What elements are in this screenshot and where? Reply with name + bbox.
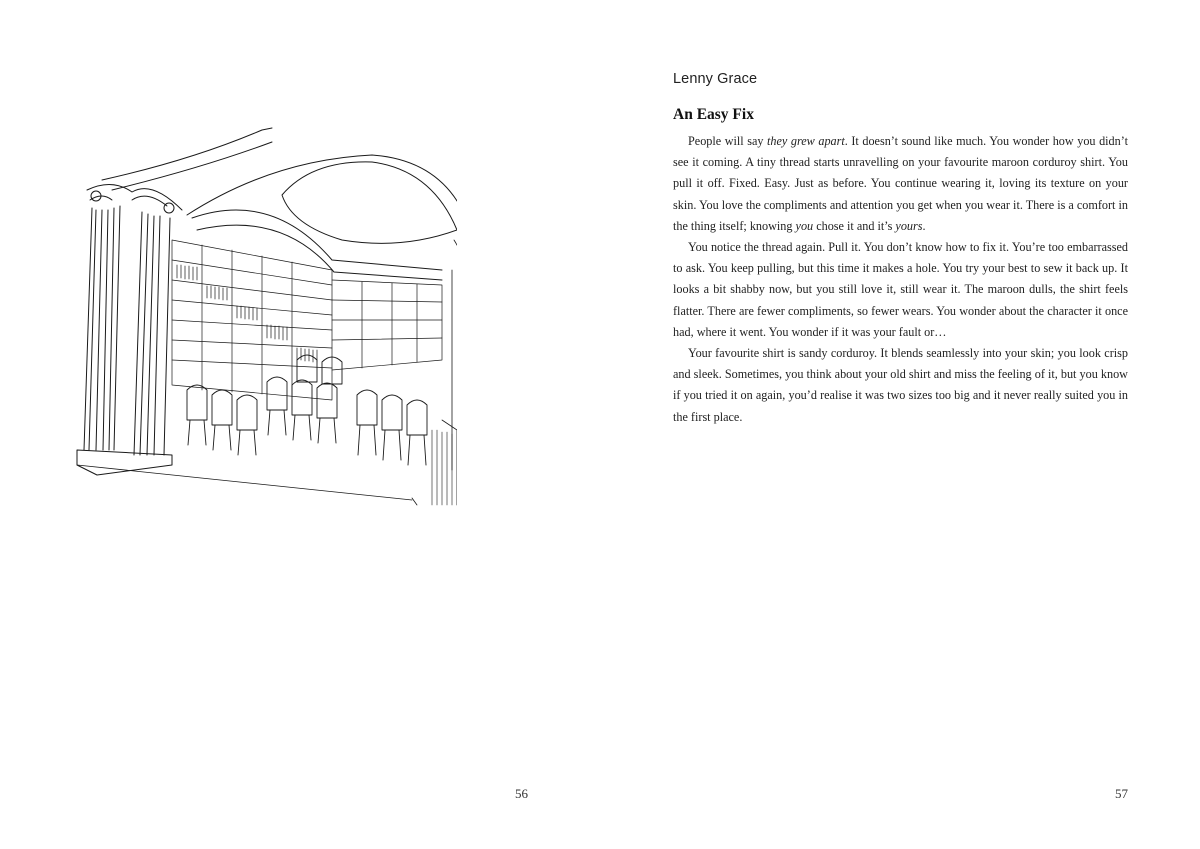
author-name: Lenny Grace bbox=[673, 71, 758, 87]
paragraph: You notice the thread again. Pull it. You don’t know how to fix it. You’re too embarrassed to ask. You keep pulling, but this time it makes a hole. You try your best to sew it back up. It looks a bit shabby now, but you still love it, still wear it. The maroon dulls, the shirt feels flatter. There are fewer compliments, so fewer wears. You wonder about the character it once had, where it went. You wonder if it was your fault or… bbox=[673, 240, 1128, 339]
story-title: An Easy Fix bbox=[673, 106, 754, 123]
bookshop-reading-room-sketch-icon bbox=[72, 120, 457, 510]
paragraph: People will say they grew apart. It doesn’t sound like much. You wonder how you didn’t see it coming. A tiny thread starts unravelling on your favourite maroon corduroy shirt. You pull it off. Fixed. Easy. Just as before. You continue wearing it, loving its texture on your skin. You love the compliments and attention you get when you wear it. There is a comfort in the thing itself; knowing you chose it and it’s yours. bbox=[673, 134, 1128, 233]
right-page bbox=[600, 0, 1200, 849]
page-number-right: 57 bbox=[1115, 786, 1128, 801]
page-number-left: 56 bbox=[515, 786, 528, 801]
paragraph: Your favourite shirt is sandy corduroy. It blends seamlessly into your skin; you look crisp and sleek. Sometimes, you think about your old shirt and miss the feeling of it, but you know if you tried it on again, you’d realise it was two sizes too big and it never really suited you in the first place. bbox=[673, 346, 1128, 424]
story-body bbox=[673, 131, 1128, 428]
